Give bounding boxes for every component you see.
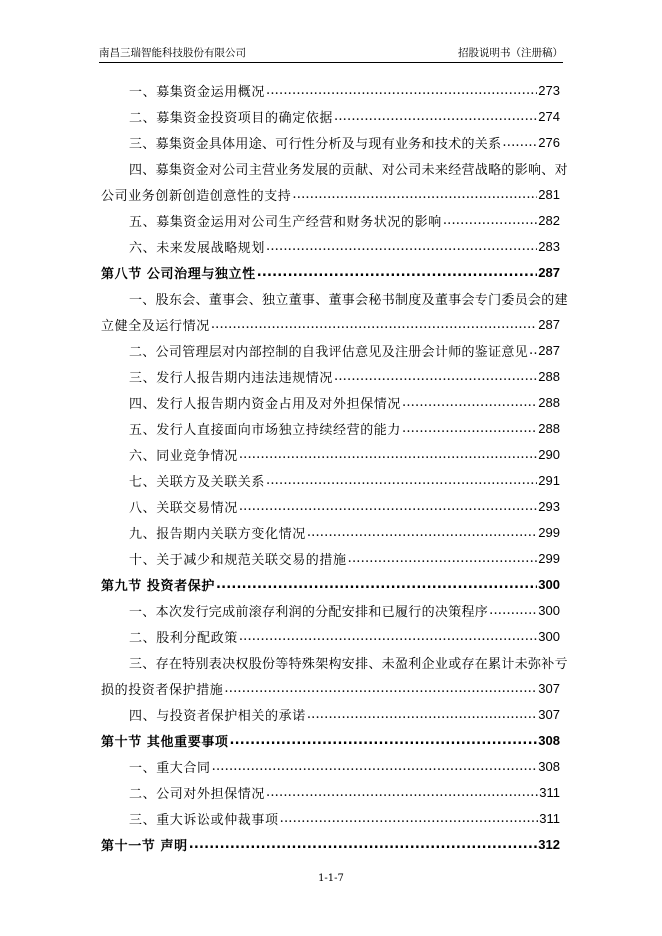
toc-entry-title: 二、股利分配政策	[129, 630, 238, 646]
toc-entry-line1[interactable]	[101, 649, 568, 675]
toc-section-title: 第十一节 声明	[101, 838, 188, 854]
toc-entry-continuation: 立健全及运行情况	[101, 318, 210, 334]
toc-entry-continuation: 公司业务创新创造创意性的支持	[101, 188, 292, 204]
toc-page-number: 287	[538, 316, 560, 332]
toc-entry-title: 三、存在特别表决权股份等特殊架构安排、未盈利企业或存在累计未弥补亏	[129, 656, 568, 672]
toc-entry-title: 二、公司管理层对内部控制的自我评估意见及注册会计师的鉴证意见	[129, 344, 529, 360]
toc-page-number: 287	[538, 264, 560, 280]
toc-section-heading[interactable]	[101, 571, 560, 597]
toc-entry-title: 一、重大合同	[129, 760, 211, 776]
toc-page-number: 308	[538, 758, 560, 774]
dot-leader	[292, 187, 537, 202]
toc-section-title: 第八节 公司治理与独立性	[101, 266, 256, 282]
toc-page-number: 299	[538, 550, 560, 566]
page-header	[99, 44, 563, 63]
toc-section-title: 第十节 其他重要事项	[101, 734, 229, 750]
dot-leader	[216, 577, 537, 592]
dot-leader	[443, 213, 537, 228]
toc-entry-title: 一、募集资金运用概况	[129, 84, 266, 100]
dot-leader	[239, 499, 537, 514]
toc-entry-line1[interactable]	[101, 155, 568, 181]
toc-entry[interactable]	[101, 493, 560, 519]
toc-section-heading[interactable]	[101, 259, 560, 285]
dot-leader	[502, 135, 537, 150]
toc-entry-title: 三、重大诉讼或仲裁事项	[129, 812, 279, 828]
dot-leader	[402, 395, 537, 410]
toc-entry-title: 七、关联方及关联关系	[129, 474, 266, 490]
toc-entry-title: 八、关联交易情况	[129, 500, 238, 516]
dot-leader	[266, 473, 537, 488]
toc-entry[interactable]	[101, 597, 560, 623]
toc-entry-title: 十、关于减少和规范关联交易的措施	[129, 552, 347, 568]
toc-entry[interactable]	[101, 519, 560, 545]
toc-entry-line2[interactable]	[101, 311, 560, 337]
dot-leader	[239, 629, 537, 644]
toc-page-number: 273	[538, 82, 560, 98]
toc-entry-title: 一、本次发行完成前滚存利润的分配安排和已履行的决策程序	[129, 604, 489, 620]
table-of-contents	[101, 77, 568, 857]
dot-leader	[334, 369, 537, 384]
dot-leader	[402, 421, 537, 436]
toc-page-number: 307	[538, 706, 560, 722]
toc-entry[interactable]	[101, 779, 560, 805]
toc-entry[interactable]	[101, 467, 560, 493]
toc-entry[interactable]	[101, 363, 560, 389]
toc-page-number: 311	[539, 784, 560, 800]
toc-entry-title: 五、发行人直接面向市场独立持续经营的能力	[129, 422, 402, 438]
dot-leader	[257, 265, 538, 280]
toc-entry[interactable]	[101, 623, 560, 649]
toc-page-number: 290	[538, 446, 560, 462]
toc-entry-title: 二、公司对外担保情况	[129, 786, 266, 802]
dot-leader	[334, 109, 537, 124]
toc-entry[interactable]	[101, 753, 560, 779]
toc-page-number: 293	[538, 498, 560, 514]
dot-leader	[230, 733, 538, 748]
dot-leader	[211, 317, 537, 332]
dot-leader	[266, 83, 537, 98]
toc-entry-title: 六、未来发展战略规划	[129, 240, 266, 256]
toc-entry-title: 一、股东会、董事会、独立董事、董事会秘书制度及董事会专门委员会的建	[129, 292, 568, 308]
toc-page-number: 287	[538, 342, 560, 358]
dot-leader	[266, 785, 538, 800]
toc-entry-line1[interactable]	[101, 285, 568, 311]
toc-page-number: 307	[538, 680, 560, 696]
dot-leader	[307, 525, 537, 540]
toc-entry-line2[interactable]	[101, 675, 560, 701]
toc-entry-continuation: 损的投资者保护措施	[101, 682, 224, 698]
document-type: 招股说明书（注册稿）	[458, 47, 563, 59]
page-footer	[0, 873, 662, 884]
toc-entry-title: 四、发行人报告期内资金占用及对外担保情况	[129, 396, 402, 412]
toc-page-number: 288	[538, 420, 560, 436]
toc-page-number: 311	[539, 810, 560, 826]
toc-entry[interactable]	[101, 233, 560, 259]
toc-entry-title: 六、同业竞争情况	[129, 448, 238, 464]
toc-page-number: 300	[538, 602, 560, 618]
toc-page-number: 299	[538, 524, 560, 540]
toc-section-heading[interactable]	[101, 727, 560, 753]
dot-leader	[348, 551, 538, 566]
toc-entry-line2[interactable]	[101, 181, 560, 207]
company-name: 南昌三瑞智能科技股份有限公司	[99, 47, 246, 59]
dot-leader	[212, 759, 538, 774]
toc-entry[interactable]	[101, 701, 560, 727]
dot-leader	[189, 837, 538, 852]
toc-page-number: 276	[538, 134, 560, 150]
toc-page-number: 312	[538, 836, 560, 852]
toc-section-title: 第九节 投资者保护	[101, 578, 215, 594]
toc-entry-title: 四、募集资金对公司主营业务发展的贡献、对公司未来经营战略的影响、对	[129, 162, 568, 178]
toc-page-number: 288	[538, 394, 560, 410]
dot-leader	[239, 447, 537, 462]
toc-entry[interactable]	[101, 389, 560, 415]
toc-entry-title: 九、报告期内关联方变化情况	[129, 526, 306, 542]
toc-entry-title: 五、募集资金运用对公司生产经营和财务状况的影响	[129, 214, 442, 230]
toc-page-number: 308	[538, 732, 560, 748]
toc-entry[interactable]	[101, 103, 560, 129]
toc-entry-title: 三、募集资金具体用途、可行性分析及与现有业务和技术的关系	[129, 136, 502, 152]
dot-leader	[307, 707, 537, 722]
dot-leader	[280, 811, 539, 826]
toc-entry[interactable]	[101, 77, 560, 103]
toc-entry[interactable]	[101, 805, 560, 831]
dot-leader	[266, 239, 537, 254]
toc-page-number: 288	[538, 368, 560, 384]
toc-entry-title: 四、与投资者保护相关的承诺	[129, 708, 306, 724]
toc-page-number: 300	[538, 628, 560, 644]
toc-entry[interactable]	[101, 207, 560, 233]
toc-entry[interactable]	[101, 441, 560, 467]
toc-page-number: 274	[538, 108, 560, 124]
toc-page-number: 300	[538, 576, 560, 592]
toc-page-number: 291	[538, 472, 560, 488]
toc-entry-title: 三、发行人报告期内违法违规情况	[129, 370, 334, 386]
dot-leader	[489, 603, 537, 618]
toc-entry[interactable]	[101, 129, 560, 155]
page-number: 1-1-7	[318, 873, 344, 884]
toc-page-number: 281	[538, 186, 560, 202]
toc-entry[interactable]	[101, 337, 560, 363]
toc-page-number: 283	[538, 238, 560, 254]
toc-section-heading[interactable]	[101, 831, 560, 857]
toc-entry[interactable]	[101, 545, 560, 571]
dot-leader	[224, 681, 537, 696]
dot-leader	[529, 343, 537, 358]
toc-page-number: 282	[538, 212, 560, 228]
toc-entry[interactable]	[101, 415, 560, 441]
toc-entry-title: 二、募集资金投资项目的确定依据	[129, 110, 334, 126]
